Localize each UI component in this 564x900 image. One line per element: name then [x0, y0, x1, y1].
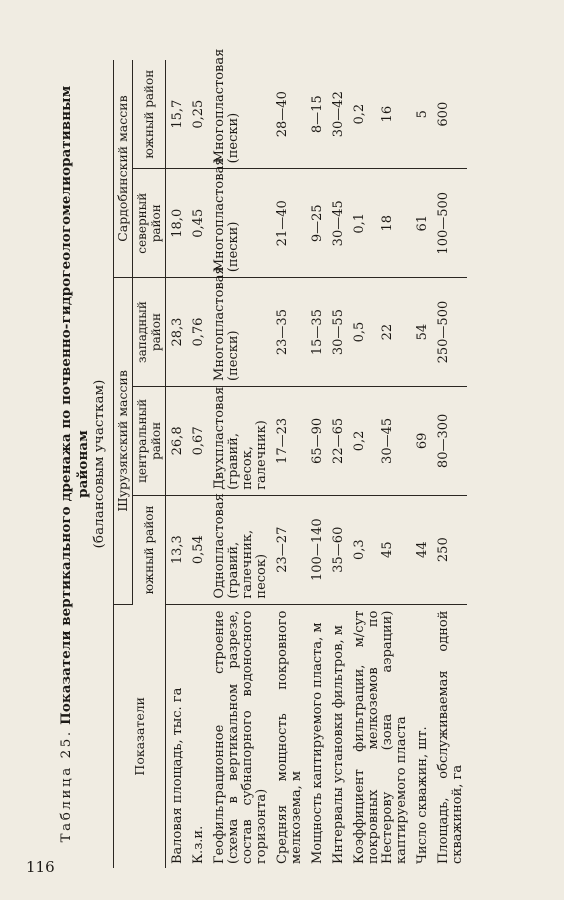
table-cell: 600	[432, 60, 467, 169]
header-group-shuruzyak: Шурузякский массив	[114, 278, 133, 604]
table-cell: 100—140	[306, 495, 327, 604]
table-cell: 65—90	[306, 386, 327, 495]
row-label: Площадь, обслуживаемая одной скважиной, га	[436, 610, 465, 864]
table-cell: 30—55	[327, 278, 348, 387]
data-table	[113, 48, 467, 868]
table-cell: 22—65	[327, 386, 348, 495]
table-cell: 0,67	[187, 386, 208, 495]
table-cell: 8—15	[306, 60, 327, 169]
table-title-main: Показатели вертикального дренажа по почвенно-гидрогеологомелиоративным районам	[58, 85, 91, 725]
table-row	[166, 60, 188, 868]
table-cell: 61	[411, 169, 432, 278]
table-cell: 21—40	[271, 169, 306, 278]
table-cell: 9—25	[306, 169, 327, 278]
table-row	[411, 60, 432, 868]
page-number: 116	[26, 858, 55, 876]
row-label: Средняя мощность покровного мелкозема, м	[275, 610, 304, 864]
table-label: Таблица 25.	[59, 729, 74, 843]
table-cell: 250	[432, 495, 467, 604]
table-cell: 35—60	[327, 495, 348, 604]
table-cell: 5	[411, 60, 432, 169]
table-row	[432, 60, 467, 868]
table-row	[327, 60, 348, 868]
table-cell: 28—40	[271, 60, 306, 169]
row-label: К.з.и.	[191, 825, 206, 864]
table-cell: 250—500	[432, 278, 467, 387]
table-cell: 15,7	[166, 60, 188, 169]
table-cell: Однопластовая (гравий, галечник, песок)	[208, 495, 271, 604]
table-row	[348, 60, 411, 868]
table-title-sub: (балансовым участкам)	[92, 379, 107, 549]
table-cell: 18,0	[166, 169, 188, 278]
table-cell: 15—35	[306, 278, 327, 387]
table-cell: 23—27	[271, 495, 306, 604]
table-cell: 54	[411, 278, 432, 387]
table-cell: 0,5 22	[348, 278, 411, 387]
header-region: северный район	[133, 169, 166, 278]
table-cell: 0,2 16	[348, 60, 411, 169]
table-cell: 23—35	[271, 278, 306, 387]
row-label: Число скважин, шт.	[415, 726, 430, 864]
table-cell: 44	[411, 495, 432, 604]
table-row	[271, 60, 306, 868]
table-cell: 30—42	[327, 60, 348, 169]
header-region: южный район	[133, 495, 166, 604]
table-cell: 0,2 30—45	[348, 386, 411, 495]
header-group-sardoba: Сардобинский массив	[114, 60, 133, 278]
table-row	[208, 60, 271, 868]
table-cell: 0,54	[187, 495, 208, 604]
table-row	[306, 60, 327, 868]
table-cell: 13,3	[166, 495, 188, 604]
table-cell: 100—500	[432, 169, 467, 278]
table-cell: 0,45	[187, 169, 208, 278]
table-cell: 69	[411, 386, 432, 495]
row-label: Геофильтрационное строение (схема в вертикальном разрезе, состав субнапорного водоносного горизонта)	[212, 610, 269, 864]
table-cell: 30—45	[327, 169, 348, 278]
header-region: западный район	[133, 278, 166, 387]
table-cell: 28,3	[166, 278, 188, 387]
table-cell: 80—300	[432, 386, 467, 495]
table-cell: Многопластовая (пески)	[208, 60, 271, 169]
row-label: Мощность каптируемого пласта, м	[310, 622, 325, 864]
header-indicators: Показатели	[114, 604, 166, 868]
table-cell: 0,3 45	[348, 495, 411, 604]
table-cell: 0,76	[187, 278, 208, 387]
row-label: Валовая площадь, тыс. га	[170, 687, 185, 864]
table-cell: 0,25	[187, 60, 208, 169]
header-region: центральный район	[133, 386, 166, 495]
table-cell: Многопластовая (пески)	[208, 278, 271, 387]
table-row	[187, 60, 208, 868]
row-label: Коэффициент фильтрации, м/сут покровных мелкоземов по Нестерову (зона аэрации) каптируемого пласта	[352, 610, 409, 864]
table-body	[166, 48, 468, 868]
table-cell: 0,1 18	[348, 169, 411, 278]
table-cell: Многопластовая (пески)	[208, 169, 271, 278]
table-cell: Двухпластовая (гравий, песок, галечник)	[208, 386, 271, 495]
rotated-table-block	[58, 48, 548, 868]
header-region: южный район	[133, 60, 166, 169]
table-cell: 17—23	[271, 386, 306, 495]
row-label: Интервалы установки фильтров, м	[331, 625, 346, 864]
table-cell: 26,8	[166, 386, 188, 495]
table-title	[58, 60, 108, 868]
